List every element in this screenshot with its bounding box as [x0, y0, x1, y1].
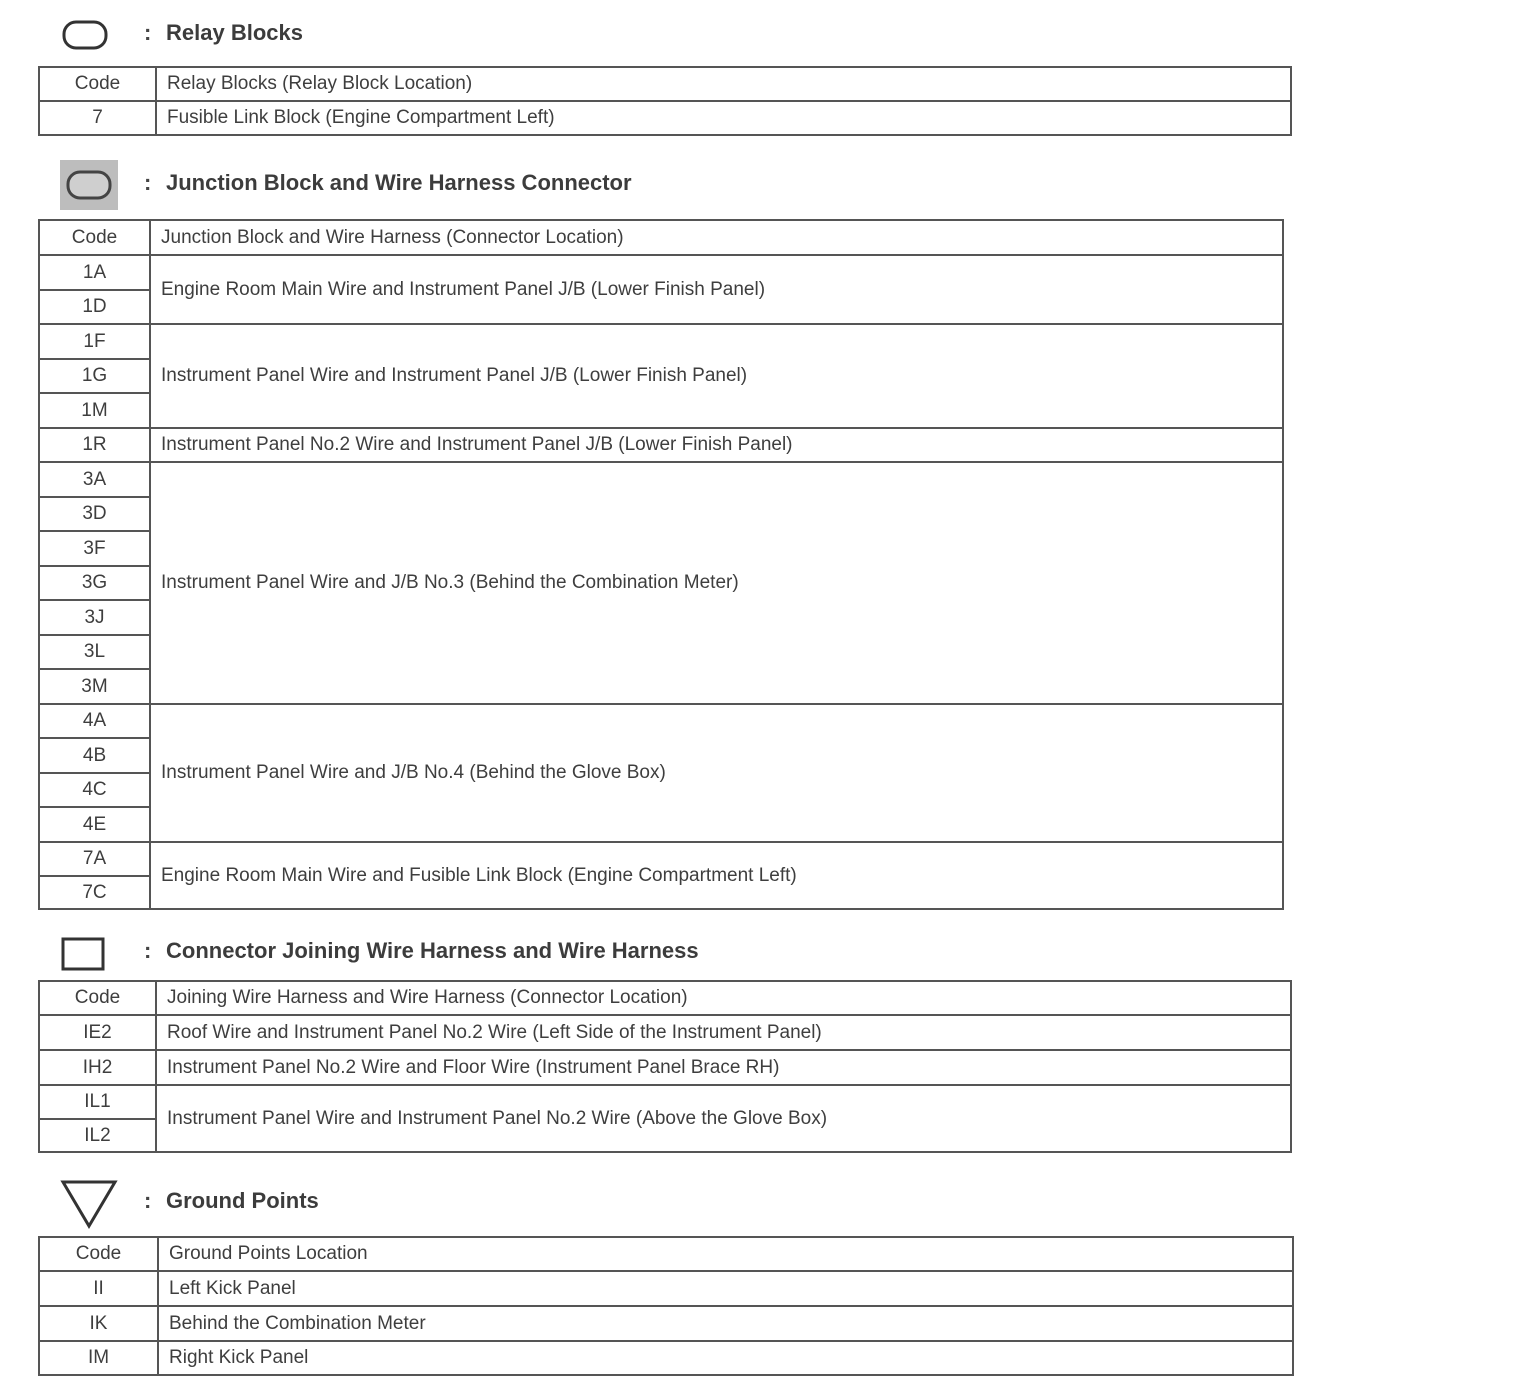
- table-row: [39, 1306, 1293, 1341]
- table-row: [39, 704, 1283, 738]
- junction-table: [38, 219, 1284, 910]
- ground-colon: :: [144, 1188, 152, 1213]
- junction-colon: :: [144, 170, 152, 195]
- table-header-row: [39, 1237, 1293, 1271]
- code-header: Code: [39, 981, 156, 1015]
- code-header: Code: [39, 1237, 158, 1271]
- code-cell: IK: [39, 1306, 158, 1341]
- code-cell: 3J: [39, 600, 150, 635]
- joining-table: [38, 980, 1292, 1153]
- desc-header: Junction Block and Wire Harness (Connector Location): [150, 220, 1283, 255]
- code-cell: IM: [39, 1341, 158, 1375]
- square-icon: [60, 934, 110, 974]
- relay-colon: :: [144, 20, 152, 45]
- table-header-row: [39, 67, 1291, 101]
- triangle-icon: [60, 1178, 120, 1230]
- code-cell: 4E: [39, 807, 150, 842]
- code-cell: 3G: [39, 566, 150, 600]
- code-cell: 7: [39, 101, 156, 135]
- code-header: Code: [39, 67, 156, 101]
- code-header: Code: [39, 220, 150, 255]
- desc-cell: Instrument Panel Wire and J/B No.3 (Behind the Combination Meter): [150, 462, 1283, 704]
- table-header-row: [39, 981, 1291, 1015]
- shaded-rounded-rectangle-icon: [60, 160, 118, 210]
- desc-cell: Instrument Panel Wire and Instrument Panel J/B (Lower Finish Panel): [150, 324, 1283, 428]
- code-cell: 3A: [39, 462, 150, 497]
- table-row: [39, 101, 1291, 135]
- joining-colon: :: [144, 938, 152, 963]
- code-cell: 3L: [39, 635, 150, 669]
- table-row: [39, 324, 1283, 359]
- code-cell: 1A: [39, 255, 150, 290]
- code-cell: 4C: [39, 773, 150, 807]
- table-row: [39, 842, 1283, 876]
- code-cell: 4B: [39, 738, 150, 773]
- desc-header: Joining Wire Harness and Wire Harness (Connector Location): [156, 981, 1291, 1015]
- code-cell: 1G: [39, 359, 150, 393]
- desc-cell: Behind the Combination Meter: [158, 1306, 1293, 1341]
- desc-header: Ground Points Location: [158, 1237, 1293, 1271]
- relay-title: Relay Blocks: [166, 20, 303, 45]
- desc-cell: Engine Room Main Wire and Fusible Link Block (Engine Compartment Left): [150, 842, 1283, 909]
- table-row: [39, 1271, 1293, 1306]
- relay-table: [38, 66, 1292, 136]
- junction-title: Junction Block and Wire Harness Connector: [166, 170, 632, 195]
- ground-table: [38, 1236, 1294, 1376]
- code-cell: II: [39, 1271, 158, 1306]
- desc-cell: Left Kick Panel: [158, 1271, 1293, 1306]
- table-row: [39, 1341, 1293, 1375]
- code-cell: 3F: [39, 531, 150, 566]
- table-row: [39, 255, 1283, 290]
- rounded-rectangle-icon: [60, 18, 110, 52]
- desc-cell: Instrument Panel No.2 Wire and Instrument Panel J/B (Lower Finish Panel): [150, 428, 1283, 462]
- code-cell: 1D: [39, 290, 150, 324]
- code-cell: 7A: [39, 842, 150, 876]
- desc-cell: Roof Wire and Instrument Panel No.2 Wire (Left Side of the Instrument Panel): [156, 1015, 1291, 1050]
- code-cell: 1F: [39, 324, 150, 359]
- code-cell: 7C: [39, 876, 150, 909]
- code-cell: IL1: [39, 1085, 156, 1119]
- desc-cell: Instrument Panel Wire and J/B No.4 (Behind the Glove Box): [150, 704, 1283, 842]
- code-cell: IL2: [39, 1119, 156, 1152]
- table-row: [39, 1085, 1291, 1119]
- table-row: [39, 428, 1283, 462]
- code-cell: 1R: [39, 428, 150, 462]
- code-cell: 3D: [39, 497, 150, 531]
- joining-title: Connector Joining Wire Harness and Wire Harness: [166, 938, 699, 963]
- code-cell: 1M: [39, 393, 150, 428]
- table-header-row: [39, 220, 1283, 255]
- desc-cell: Right Kick Panel: [158, 1341, 1293, 1375]
- table-row: [39, 1050, 1291, 1085]
- desc-header: Relay Blocks (Relay Block Location): [156, 67, 1291, 101]
- desc-cell: Engine Room Main Wire and Instrument Panel J/B (Lower Finish Panel): [150, 255, 1283, 324]
- code-cell: 3M: [39, 669, 150, 704]
- table-row: [39, 462, 1283, 497]
- desc-cell: Instrument Panel Wire and Instrument Panel No.2 Wire (Above the Glove Box): [156, 1085, 1291, 1152]
- table-row: [39, 1015, 1291, 1050]
- code-cell: IH2: [39, 1050, 156, 1085]
- code-cell: 4A: [39, 704, 150, 738]
- ground-title: Ground Points: [166, 1188, 319, 1213]
- desc-cell: Fusible Link Block (Engine Compartment Left): [156, 101, 1291, 135]
- code-cell: IE2: [39, 1015, 156, 1050]
- desc-cell: Instrument Panel No.2 Wire and Floor Wire (Instrument Panel Brace RH): [156, 1050, 1291, 1085]
